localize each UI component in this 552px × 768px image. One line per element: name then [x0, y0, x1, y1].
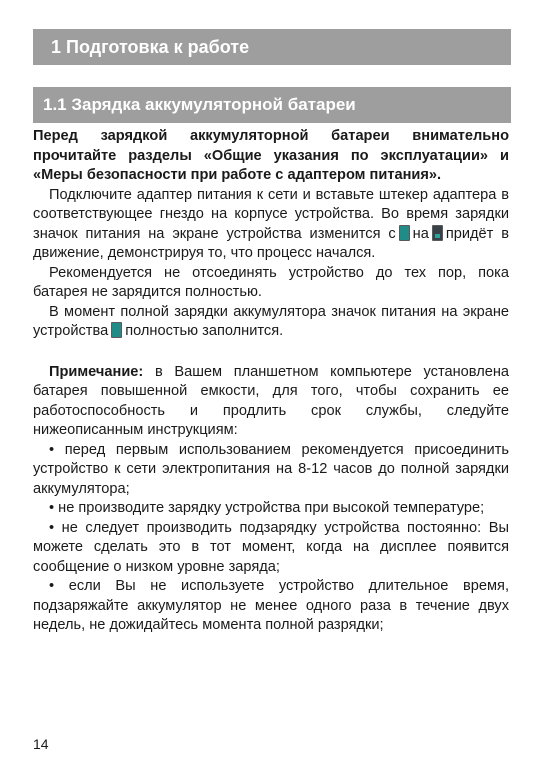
battery-full-icon: [111, 322, 122, 338]
paragraph-recommendation: Рекомендуется не отсоединять устройство до тех пор, пока батарея не зарядится полностью.: [33, 264, 509, 300]
intro-warning: Перед зарядкой аккумуляторной батареи внимательно прочитайте разделы «Общие указания по эксплуатации» и «Меры безопасности при работе с адаптером питания».: [33, 128, 509, 183]
spacer: [33, 342, 509, 363]
section-heading: 1.1 Зарядка аккумуляторной батареи: [33, 87, 511, 123]
note-paragraph: [33, 363, 509, 441]
paragraph-connect-adapter: [33, 186, 509, 264]
section-body: [33, 127, 509, 636]
battery-low-icon: [432, 225, 443, 241]
page-number: 14: [33, 736, 49, 752]
note-text: в Вашем планшетном компьютере установлена батарея повышенной емкости, для того, чтобы сохранить ее работоспособность и продлить срок службы, следуйте нижеописанным инструкциям:: [33, 363, 509, 438]
paragraph-text: полностью заполнится.: [125, 323, 284, 339]
note-label: Примечание:: [49, 363, 144, 380]
paragraph-text: В момент полной зарядки аккумулятора значок питания на экране устройства: [33, 303, 509, 339]
paragraph-text: придёт в движение, демонстрируя то, что процесс начался.: [33, 225, 509, 261]
list-item: • не следует производить подзарядку устройства постоянно: Вы можете сделать это в тот момент, когда на дисплее появится сообщение о низком уровне заряда;: [33, 519, 509, 575]
list-item: • не производите зарядку устройства при высокой температуре;: [49, 500, 485, 516]
battery-full-icon: [399, 225, 410, 241]
paragraph-full-charge: [33, 303, 509, 342]
chapter-heading: 1 Подготовка к работе: [33, 29, 511, 65]
paragraph-text: Подключите адаптер питания к сети и вставьте штекер адаптера в соответствующее гнездо на корпусе устройства. Во время зарядки значок питания на экране устройства изменится с: [33, 186, 509, 242]
paragraph-text: на: [412, 225, 429, 242]
list-item: • если Вы не используете устройство длительное время, подзаряжайте аккумулятор не менее одного раза в течение двух недель, не дожидайтесь момента полной разрядки;: [33, 578, 509, 633]
list-item: • перед первым использованием рекомендуется присоединить устройство к сети электропитания на 8-12 часов до полной зарядки аккумулятора;: [33, 441, 509, 497]
